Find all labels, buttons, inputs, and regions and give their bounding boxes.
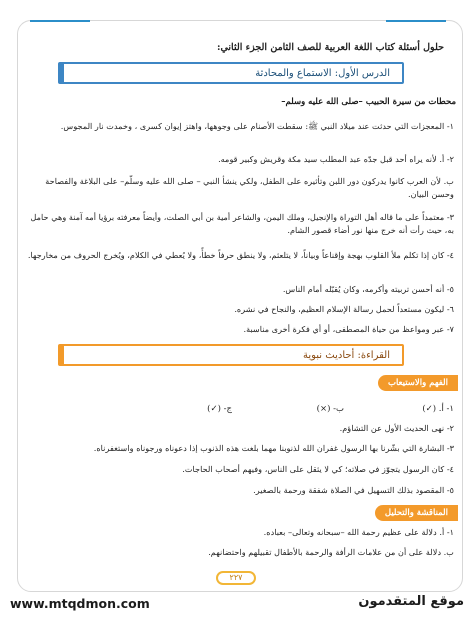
answer-item: ب. دلالة على أن من علامات الرأفة والرحمة بالأطفال تقبيلهم واحتضانهم. <box>208 547 454 557</box>
answer-item: ٣- البشارة التي بشّرنا بها الرسول غفران الله لذنوبنا مهما بلغت هذه الذنوب إذا دعوناه ورجوناه واستغفرناه. <box>93 443 454 453</box>
page-number: ٢٢٧ <box>216 571 256 585</box>
answer-item: ١- أ. دلالة على عظيم رحمة الله –سبحانه وتعالى– بعباده. <box>263 527 454 537</box>
section-pill-understanding: الفهم والاستيعاب <box>378 375 458 391</box>
section-heading: محطات من سيرة الحبيب –صلى الله عليه وسلم– <box>281 97 456 107</box>
top-accent-left <box>30 20 90 22</box>
answer-item: ٧- عبر ومواعظ من حياة المصطفى، أو أي فكرة أخرى مناسبة. <box>243 324 454 334</box>
answer-item: ٣- معتمداً على ما قاله أهل التوراة والإنجيل، وملك اليمن، والشاعر أمية بن أبي الصلت، وأيضاً معرفته برؤيا أمه آمنة وهي حامل به، حيث رأت أنه خرج منها نور أضاء قصور الشام. <box>30 212 454 235</box>
answer-item: ٦- ليكون مستعداً لحمل رسالة الإسلام العظيم، والنجاح في نشره. <box>234 304 454 314</box>
answer-item: ٥- أنه أحسن تربيته وأكرمه، وكان يُقبّله أمام الناس. <box>282 284 454 294</box>
watermark-url: www.mtqdmon.com <box>10 596 150 611</box>
answers-row <box>24 404 454 418</box>
watermark-site-name: موقع المتقدمون <box>358 594 464 609</box>
answer-option: ب- (×) <box>316 404 344 414</box>
answer-item: ١- المعجزات التي حدثت عند ميلاد النبي ﷺ: سقطت الأصنام على وجوهها، واهتز إيوان كسرى ، وخمدت نار المجوس. <box>60 121 454 131</box>
answer-item: ٢- نهى الحديث الأول عن التشاؤم. <box>339 423 454 433</box>
answer-option: ج- (✓) <box>207 404 232 414</box>
lesson-banner-reading <box>58 344 404 366</box>
lesson-banner-label: القراءة: أحاديث نبوية <box>302 350 390 361</box>
lesson-banner-listening <box>58 62 404 84</box>
lesson-banner-label: الدرس الأول: الاستماع والمحادثة <box>255 68 390 79</box>
answer-item: ٥- المقصود بذلك التسهيل في الصلاة شفقة ورحمة بالصغير. <box>253 485 454 495</box>
top-accent-right <box>386 20 446 22</box>
answer-item: ب. لأن العرب كانوا يدركون دور اللبن وتأثيره على الطفل، ولكي ينشأ النبي – صلى الله عليه وسلّم– على البلاغة والفصاحة وحسن البيان. <box>45 176 454 199</box>
page-title: حلول أسئلة كتاب اللغة العربية للصف الثامن الجزء الثاني: <box>216 42 444 53</box>
section-pill-discussion: المناقشة والتحليل <box>375 505 458 521</box>
answer-item: ٤- كان الرسول يتجوّز في صلاته؛ كي لا يثقل على الناس، وفيهم أصحاب الحاجات. <box>182 464 454 474</box>
answer-item: ٤- كان إذا تكلم ملأ القلوب بهجة وإقناعاً وبياناً، لا يتلعثم، ولا ينطق حرفاً خطأً، ولا يُعطي في الكلام، ويُخرج الحروف من مخارجها. <box>27 250 454 260</box>
answer-item: ٢- أ. لأنه يراه أحد قبل جدّه عبد المطلب سيد مكة وقريش وكبير قومه. <box>218 154 454 164</box>
answer-option: ١- أ. (✓) <box>422 404 454 414</box>
